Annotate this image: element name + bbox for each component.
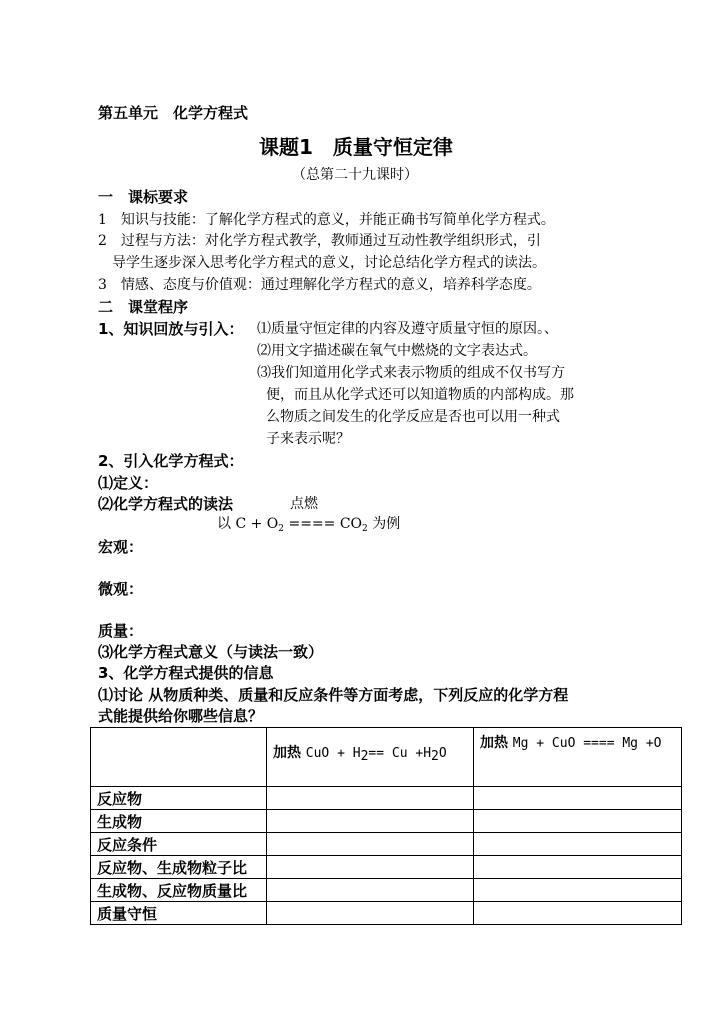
answer-cell[interactable] — [474, 810, 682, 833]
equation-text: Mg + CuO ==== Mg +O — [512, 736, 662, 751]
unit-title: 第五单元 化学方程式 — [98, 104, 249, 122]
intro-heading: 2、引入化学方程式： — [98, 452, 244, 470]
review-item: 便，而且从化学式还可以知道物质的内部构成。那 — [266, 387, 574, 403]
mass-label: 质量： — [98, 622, 144, 640]
section1-item: 3 情感、态度与价值观：通过理解化学方程式的意义，培养科学态度。 — [98, 277, 541, 293]
answer-cell[interactable] — [267, 787, 474, 810]
lesson-title: 课题1 质量守恒定律 — [259, 135, 453, 159]
answer-cell[interactable] — [474, 879, 682, 902]
row-label: 质量守恒 — [91, 902, 267, 925]
row-label: 生成物、反应物质量比 — [91, 879, 267, 902]
table-row — [91, 833, 682, 856]
section1-item: 2 过程与方法：对化学方程式教学，教师通过互动性教学组织形式，引 — [98, 233, 541, 249]
micro-label: 微观： — [98, 580, 144, 598]
table-row — [91, 810, 682, 833]
macro-label: 宏观： — [98, 538, 144, 556]
ignite-condition: 点燃 — [290, 496, 318, 512]
table-row — [91, 902, 682, 925]
table-row — [91, 787, 682, 810]
review-item: 么物质之间发生的化学反应是否也可以用一种式 — [266, 409, 560, 425]
row-label: 反应物、生成物粒子比 — [91, 856, 267, 879]
answer-cell[interactable] — [267, 833, 474, 856]
definition-label: ⑴定义： — [98, 474, 159, 492]
lesson-subtitle: （总第二十九课时） — [292, 167, 418, 183]
review-item: ⑶我们知道用化学式来表示物质的组成不仅书写方 — [257, 365, 565, 381]
review-label: 1、知识回放与引入： — [98, 320, 244, 338]
heat-condition: 加热 — [480, 735, 508, 751]
table-row — [91, 856, 682, 879]
equation-cell-2 — [474, 728, 682, 787]
equation-cell-1 — [267, 728, 474, 787]
row-label: 反应条件 — [91, 833, 267, 856]
information-table — [90, 727, 682, 925]
info-heading: 3、化学方程式提供的信息 — [98, 664, 274, 682]
table-header-row — [91, 728, 682, 787]
table-corner-cell — [91, 728, 267, 787]
example-prefix: 以 C + O — [217, 516, 279, 532]
example-subscript: 2 — [278, 524, 285, 534]
example-mid: ==== CO — [284, 516, 363, 532]
answer-cell[interactable] — [267, 879, 474, 902]
section1-item: 1 知识与技能：了解化学方程式的意义，并能正确书写简单化学方程式。 — [98, 212, 555, 228]
equation-subscript: 2 — [360, 749, 369, 764]
review-item: ⑵用文字描述碳在氧气中燃烧的文字表达式。 — [257, 343, 537, 359]
answer-cell[interactable] — [267, 856, 474, 879]
equation-products: == Cu +H — [368, 746, 432, 761]
answer-cell[interactable] — [267, 810, 474, 833]
example-subscript: 2 — [362, 524, 368, 534]
equation-tail: O — [438, 746, 447, 761]
example-suffix: 为例 — [367, 516, 401, 532]
row-label: 反应物 — [91, 787, 267, 810]
table-row — [91, 879, 682, 902]
discussion-line: ⑴讨论 从物质种类、质量和反应条件等方面考虑，下列反应的化学方程 — [98, 686, 569, 704]
section2-heading: 二 课堂程序 — [98, 298, 189, 316]
section1-heading: 一 课标要求 — [98, 188, 189, 206]
heat-condition: 加热 — [273, 745, 301, 761]
example-equation — [217, 513, 400, 533]
discussion-line: 式能提供给你哪些信息？ — [98, 707, 264, 725]
reading-label: ⑵化学方程式的读法 — [98, 495, 234, 513]
meaning-label: ⑶化学方程式意义（与读法一致） — [98, 643, 324, 661]
equation-subscript: 2 — [431, 749, 439, 764]
review-item: ⑴质量守恒定律的内容及遵守质量守恒的原因。、 — [257, 321, 558, 337]
section1-item: 导学生逐步深入思考化学方程式的意义，讨论总结化学方程式的读法。 — [112, 255, 546, 271]
answer-cell[interactable] — [474, 833, 682, 856]
review-item: 子来表示呢？ — [266, 431, 350, 447]
answer-cell[interactable] — [474, 902, 682, 925]
answer-cell[interactable] — [267, 902, 474, 925]
equation-reactants: CuO + H — [305, 746, 361, 761]
answer-cell[interactable] — [474, 787, 682, 810]
row-label: 生成物 — [91, 810, 267, 833]
answer-cell[interactable] — [474, 856, 682, 879]
